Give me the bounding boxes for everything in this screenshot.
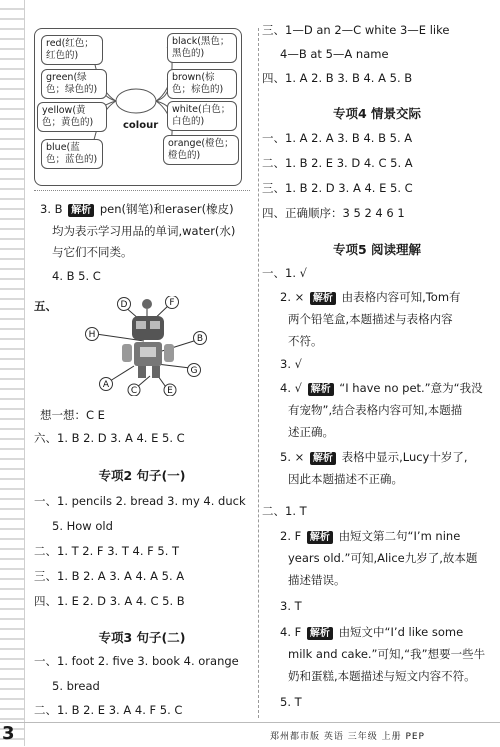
answer-text: 一、1. √ [262, 266, 307, 280]
section-title: 专项4 情景交际 [332, 106, 422, 121]
answer-line [280, 289, 461, 305]
analysis-tag: 解析 [307, 627, 333, 640]
answer-text: 与它们不同类。 [52, 245, 133, 259]
robot-label-c: C [130, 386, 138, 396]
answer-text: 想一想：C E [40, 408, 105, 422]
answer-number: 2. × [280, 290, 305, 304]
robot-label-f: F [169, 298, 175, 308]
answer-text: 三、1. B 2. D 3. A 4. E 5. C [262, 181, 413, 195]
answer-text: 四、正确顺序：3 5 2 4 6 1 [262, 206, 405, 220]
answer-text: 均为表示学习用品的单词,water(水) [52, 224, 236, 238]
mind-map-node: brown(棕色；棕色的) [167, 69, 237, 99]
column-divider [258, 28, 259, 718]
answer-text: 一、1. A 2. A 3. B 4. B 5. A [262, 131, 413, 145]
robot-label-d: D [120, 300, 128, 310]
answer-text: 4—B at 5—A name [280, 47, 389, 61]
answer-text: 5. bread [52, 679, 100, 693]
answer-text: 5. How old [52, 519, 113, 533]
answer-text: 描述错误。 [288, 573, 346, 587]
right-column [262, 0, 498, 720]
answer-text: 二、1. T 2. F 3. T 4. F 5. T [34, 544, 180, 558]
robot-label-b: B [196, 334, 204, 344]
answer-text: 二、1. B 2. E 3. A 4. F 5. C [34, 703, 183, 717]
mind-map-node: yellow(黄色；黄色的) [37, 102, 107, 132]
answer-text: milk and cake.”可知,“我”想要一些牛 [288, 647, 486, 661]
answer-text: 4. B 5. C [52, 269, 101, 283]
answer-text: 六、1. B 2. D 3. A 4. E 5. C [34, 431, 185, 445]
binding-spine [0, 0, 25, 746]
dotted-separator [34, 190, 250, 191]
answer-number: 4. √ [280, 381, 302, 395]
mind-map-node: blue(蓝色；蓝色的) [41, 139, 103, 169]
answer-line [280, 528, 460, 544]
section-title: 专项3 句子(二) [98, 630, 186, 645]
answer-number: 5. × [280, 450, 305, 464]
edition-info: 郑州都市版 英语 三年级 上册 PEP [270, 732, 425, 742]
section-title: 专项5 阅读理解 [332, 242, 422, 257]
left-column [34, 0, 256, 720]
answer-text: 不符。 [288, 334, 323, 348]
answer-text: 因此本题描述不正确。 [288, 472, 403, 486]
answer-line [280, 624, 463, 640]
robot-label-e: E [167, 386, 173, 396]
answer-text: 表格中显示,Lucy十岁了, [341, 450, 468, 464]
page-footer [0, 722, 500, 747]
answer-text: pen(钢笔)和eraser(橡皮) [99, 202, 234, 216]
page-number: 3 [2, 723, 15, 744]
answer-text: 四、1. E 2. D 3. A 4. C 5. B [34, 594, 185, 608]
answer-line [40, 201, 234, 217]
answer-text: 奶和蛋糕,本题描述与短文内容不符。 [288, 669, 476, 683]
answer-text: 一、1. foot 2. five 3. book 4. orange [34, 654, 239, 668]
answer-number: 3. B [40, 202, 63, 216]
answer-number: 2. F [280, 529, 302, 543]
answer-line [280, 380, 483, 396]
answer-text: 有宠物”,结合表格内容可知,本题描 [288, 403, 463, 417]
robot-label-a: A [102, 380, 110, 390]
analysis-tag: 解析 [310, 452, 336, 465]
answer-text: 二、1. B 2. E 3. D 4. C 5. A [262, 156, 413, 170]
answer-text: 由短文第二句“I’m nine [338, 529, 461, 543]
mind-map-node: orange(橙色；橙色的) [163, 135, 239, 165]
analysis-tag: 解析 [68, 204, 94, 217]
answer-text: 三、1. B 2. A 3. A 4. A 5. A [34, 569, 185, 583]
answer-text: 3. T [280, 599, 302, 613]
answer-text: 三、1—D an 2—C white 3—E like [262, 23, 450, 37]
section-title: 专项2 句子(一) [98, 468, 186, 483]
robot-illustration [72, 296, 222, 396]
answer-text: 5. T [280, 695, 302, 709]
answer-number: 4. F [280, 625, 302, 639]
analysis-tag: 解析 [307, 531, 333, 544]
answer-text: 两个铅笔盒,本题描述与表格内容 [288, 312, 453, 326]
analysis-tag: 解析 [308, 383, 334, 396]
colour-mind-map [34, 28, 242, 186]
answer-text: years old.”可知,Alice九岁了,故本题 [288, 551, 478, 565]
answer-text: 述正确。 [288, 425, 334, 439]
robot-label-g: G [190, 366, 198, 376]
mind-map-node: black(黑色；黑色的) [167, 33, 237, 63]
mind-map-node: green(绿色；绿色的) [41, 69, 107, 99]
answer-line [280, 449, 468, 465]
mind-map-node: white(白色；白色的) [167, 101, 237, 131]
answer-text: 二、1. T [262, 504, 307, 518]
mind-map-center: colour [123, 120, 159, 131]
answer-text: 四、1. A 2. B 3. B 4. A 5. B [262, 71, 413, 85]
answer-text: 3. √ [280, 357, 302, 371]
answer-text: 一、1. pencils 2. bread 3. my 4. duck [34, 494, 246, 508]
section-marker: 五、 [34, 299, 57, 313]
mind-map-node: red(红色；红色的) [41, 35, 103, 65]
answer-text: 由表格内容可知,Tom有 [341, 290, 461, 304]
analysis-tag: 解析 [310, 292, 336, 305]
answer-text: 由短文中“I’d like some [338, 625, 464, 639]
answer-text: “I have no pet.”意为“我没 [339, 381, 483, 395]
robot-label-h: H [88, 330, 96, 340]
